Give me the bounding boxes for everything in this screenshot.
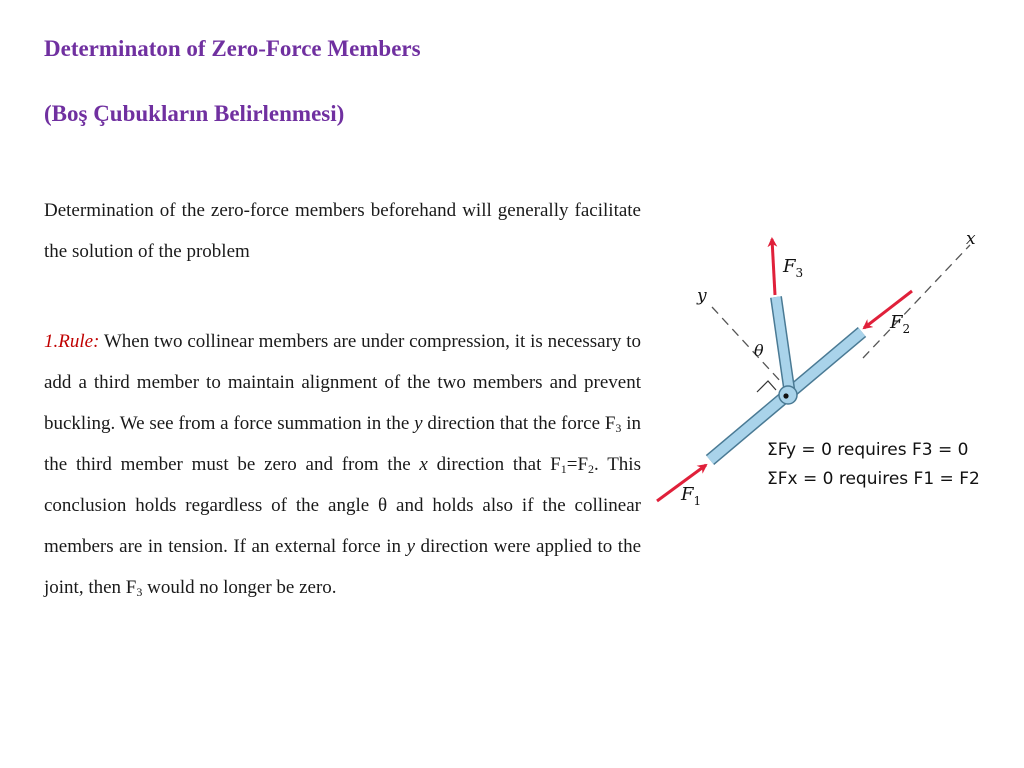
rule-paragraph bbox=[44, 321, 641, 608]
x-axis-line bbox=[863, 245, 970, 358]
f3-label bbox=[782, 256, 803, 280]
theta-label: θ bbox=[754, 341, 764, 360]
f1-label bbox=[680, 484, 701, 508]
f2-sub: 2 bbox=[902, 322, 911, 336]
x-symbol: x bbox=[419, 454, 428, 475]
f2-base: F bbox=[890, 312, 903, 333]
f2-label bbox=[889, 312, 910, 336]
zero-force-members-figure bbox=[650, 225, 1010, 525]
intro-paragraph: Determination of the zero-force members beforehand will generally facilitate the solution of the problem bbox=[44, 200, 641, 262]
f3-base: F bbox=[783, 256, 796, 277]
y-symbol: y bbox=[414, 413, 423, 434]
rule-text-2: direction that the force F bbox=[422, 413, 616, 434]
rule-label: 1.Rule: bbox=[44, 331, 100, 352]
equation-sum-fx: ΣFx = 0 requires F1 = F2 bbox=[767, 469, 980, 489]
joint-center bbox=[783, 393, 788, 398]
y-axis-label: y bbox=[697, 286, 707, 306]
rule-text-4: direction that F bbox=[427, 454, 561, 475]
right-angle-mark bbox=[757, 381, 776, 392]
force-f3-arrow bbox=[772, 239, 775, 295]
rule-text-5: =F bbox=[566, 454, 589, 475]
subscript-2: 2 bbox=[588, 462, 595, 476]
subscript-3: 3 bbox=[136, 585, 143, 599]
rule-text-8: would no longer be zero. bbox=[142, 577, 337, 598]
x-axis-label: x bbox=[966, 229, 976, 249]
y-axis-line bbox=[712, 307, 782, 383]
rule-text-1: When two collinear members are under compression, it is necessary to add a third member to maintain alignment of the two members and prevent buckling. We see from a force summation in the bbox=[44, 331, 641, 434]
page-subtitle: (Boş Çubukların Belirlenmesi) bbox=[44, 101, 345, 126]
rule-text-3: in the third member must be zero and from the bbox=[44, 413, 642, 475]
f1-base: F bbox=[681, 484, 694, 505]
f3-sub: 3 bbox=[795, 266, 804, 280]
rule-text-6: . This conclusion holds regardless of the angle θ and holds also if the collinear members are in tension. If an external force in bbox=[44, 454, 641, 557]
equation-sum-fy: ΣFy = 0 requires F3 = 0 bbox=[767, 440, 969, 460]
subscript-3: 3 bbox=[615, 421, 622, 435]
f1-sub: 1 bbox=[693, 494, 702, 508]
page-title: Determinaton of Zero-Force Members bbox=[44, 36, 421, 61]
subscript-1: 1 bbox=[560, 462, 567, 476]
rule-text-7: direction were applied to the joint, then F bbox=[44, 536, 642, 598]
y-symbol: y bbox=[406, 536, 416, 557]
